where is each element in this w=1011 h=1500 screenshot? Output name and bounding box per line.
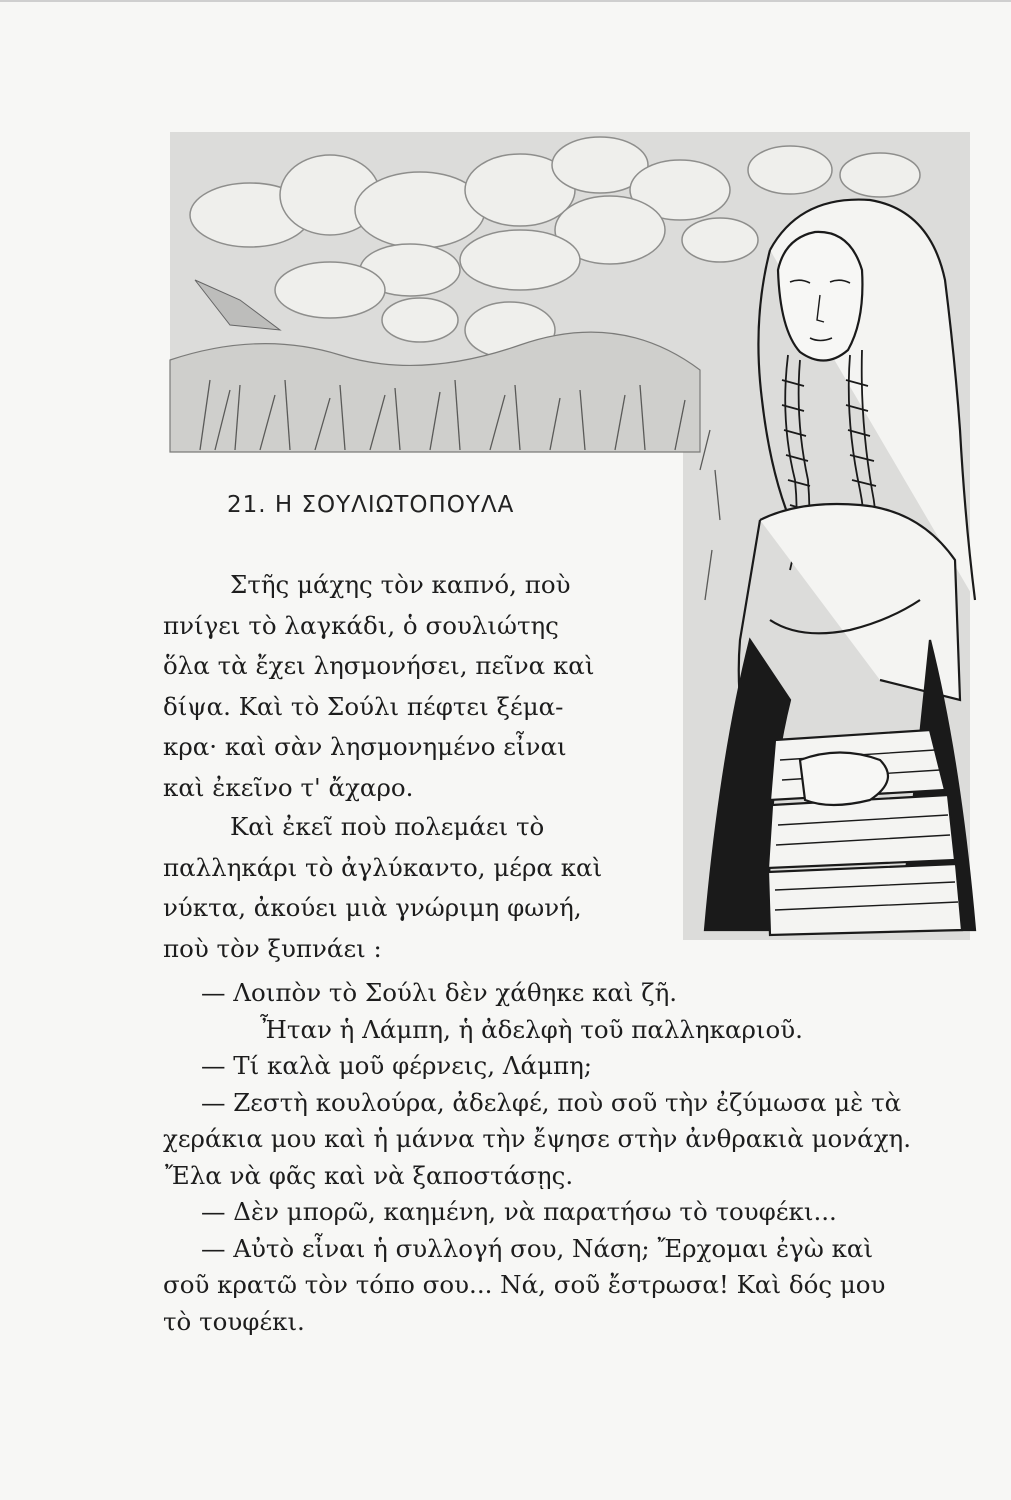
dialogue-line: — Ζεστὴ κουλούρα, ἀδελφέ, ποὺ σοῦ τὴν ἐζύμωσα μὲ τὰ (201, 1087, 902, 1117)
text-line: δίψα. Καὶ τὸ Σούλι πέφτει ξέμα- (163, 691, 564, 721)
dialogue-line: σοῦ κρατῶ τὸν τόπο σου... Νά, σοῦ ἔστρωσα! Καὶ δός μου (163, 1270, 886, 1299)
dialogue-line: τὸ τουφέκι. (163, 1306, 305, 1336)
dialogue (163, 975, 983, 1340)
text-line: παλληκάρι τὸ ἀγλύκαντο, μέρα καὶ (163, 852, 603, 882)
text-line: ὅλα τὰ ἔχει λησμονήσει, πεῖνα καὶ (163, 651, 595, 680)
dialogue-line: — Δὲν μπορῶ, καημένη, νὰ παρατήσω τὸ τουφέκι... (201, 1197, 837, 1226)
dialogue-line: — Τί καλὰ μοῦ φέρνεις, Λάμπη; (201, 1051, 593, 1080)
paragraph-1 (163, 565, 663, 808)
dialogue-line: — Αὐτὸ εἶναι ἡ συλλογή σου, Νάση; Ἔρχομαι ἐγὼ καὶ (201, 1233, 874, 1263)
text-line: καὶ ἐκεῖνο τ' ἄχαρο. (163, 772, 414, 802)
text-line: κρα· καὶ σὰν λησμονημένο εἶναι (163, 732, 567, 761)
dialogue-line: χεράκια μου καὶ ἡ μάννα τὴν ἔψησε στὴν ἀνθρακιὰ μονάχη. (163, 1124, 912, 1153)
dialogue-line: — Λοιπὸν τὸ Σούλι δὲν χάθηκε καὶ ζῆ. (201, 978, 678, 1007)
paragraph-2 (163, 807, 663, 969)
dialogue-line: Ἔλα νὰ φᾶς καὶ νὰ ξαποστάσῃς. (165, 1160, 574, 1190)
text-line: Καὶ ἐκεῖ ποὺ πολεμάει τὸ (230, 812, 545, 841)
text-line: ποὺ τὸν ξυπνάει : (163, 933, 382, 963)
dialogue-line: Ἦταν ἡ Λάμπη, ἡ ἀδελφὴ τοῦ παλληκαριοῦ. (260, 1014, 803, 1044)
text-line: πνίγει τὸ λαγκάδι, ὁ σουλιώτης (163, 610, 559, 640)
chapter-title: 21. Η ΣΟΥΛΙΩΤΟΠΟΥΛΑ (227, 492, 515, 518)
text-line: Στῆς μάχης τὸν καπνό, ποὺ (230, 570, 571, 599)
text-line: νύκτα, ἀκούει μιὰ γνώριμη φωνή, (163, 893, 582, 922)
